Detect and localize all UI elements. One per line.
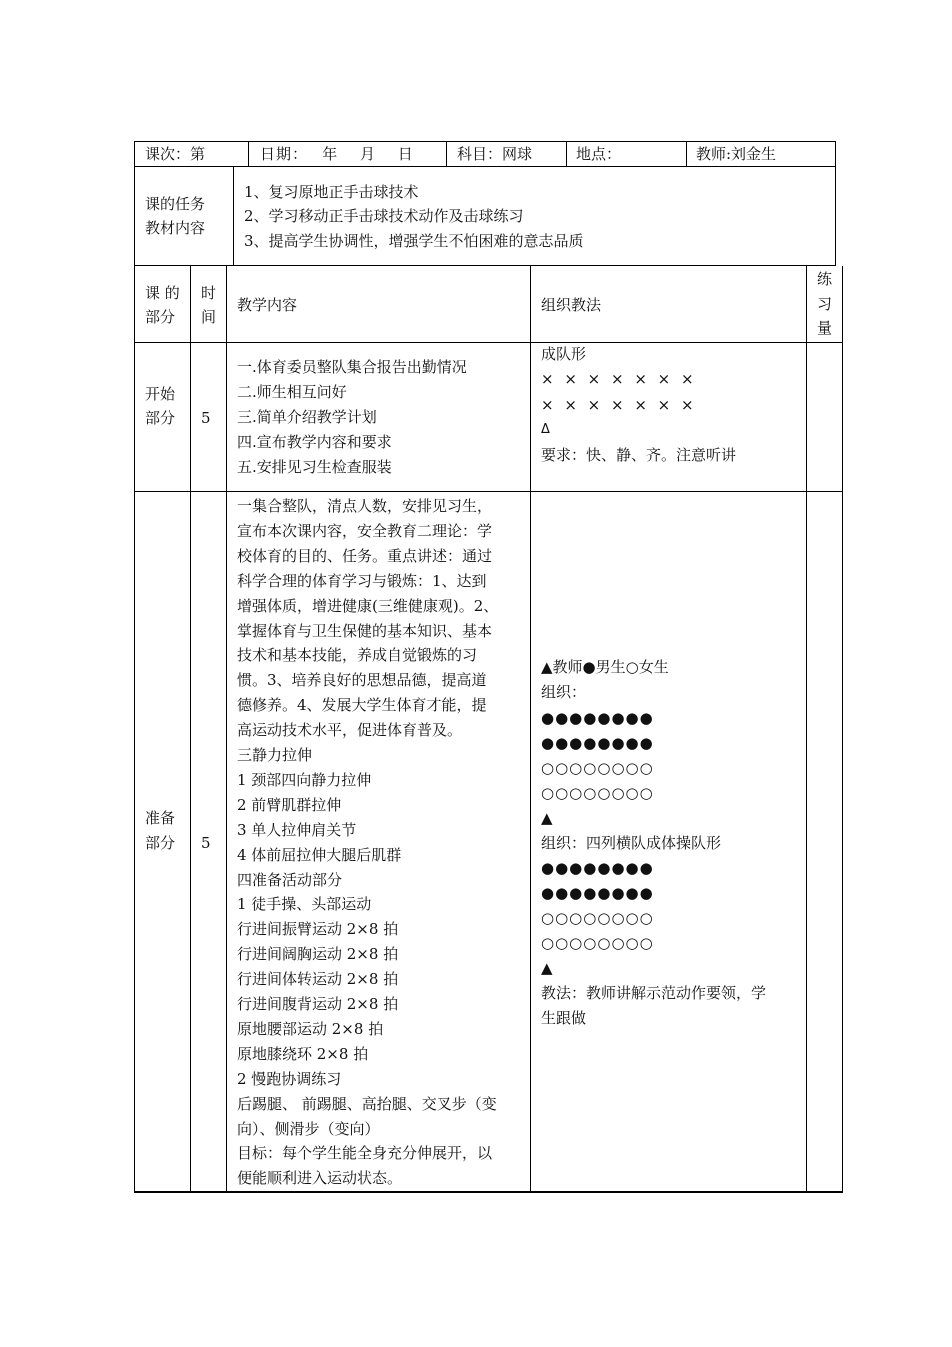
col-amount-line2: 习	[817, 295, 833, 313]
prep-content-line: 原地膝绕环 2×8 拍	[237, 1044, 369, 1063]
lesson-date: 日期： 年 月 日	[260, 145, 414, 163]
teacher-mark: Δ	[541, 422, 550, 437]
start-content-item: 三.简单介绍教学计划	[237, 408, 377, 426]
task-label-line2: 教材内容	[145, 219, 206, 237]
grid-line	[134, 141, 135, 266]
task-item: 2、学习移动正手击球技术动作及击球练习	[244, 207, 524, 225]
col-amount-line3: 量	[817, 319, 833, 337]
prep-content-line: 技术和基本技能，养成自觉锻炼的习	[237, 646, 478, 665]
prep-content-line: 惯。3、培养良好的思想品德，提高道	[237, 671, 487, 690]
lesson-number: 课次：第	[145, 145, 206, 163]
formation-row: ●●●●●●●●	[541, 859, 654, 877]
grid-line	[233, 166, 234, 266]
formation-row: ○○○○○○○○	[541, 759, 654, 777]
org-label: 组织：	[541, 683, 587, 701]
formation-row: ●●●●●●●●	[541, 884, 654, 902]
formation-row: ●●●●●●●●	[541, 709, 654, 727]
prep-content-line: 掌握体育与卫生保健的基本知识、基本	[237, 621, 493, 640]
prep-content-line: 2 前臂肌群拉伸	[237, 795, 342, 814]
lesson-location: 地点：	[576, 145, 622, 163]
grid-line	[446, 141, 447, 166]
lesson-teacher: 教师:刘金生	[696, 145, 777, 163]
formation-row: ○○○○○○○○	[541, 934, 654, 952]
prep-part-line2: 部分	[145, 834, 176, 852]
prep-content-line: 校体育的目的、任务。重点讲述：通过	[237, 546, 493, 565]
prep-content-line: 高运动技术水平，促进体育普及。	[237, 721, 463, 740]
teacher-mark: ▲	[541, 809, 554, 827]
start-content-item: 二.师生相互问好	[237, 383, 347, 401]
prep-content-line: 2 慢跑协调练习	[237, 1069, 342, 1088]
formation-row: × × × × × × ×	[541, 396, 697, 414]
grid-line	[530, 266, 531, 1192]
teacher-mark: ▲	[541, 959, 554, 977]
formation-row: ○○○○○○○○	[541, 784, 654, 802]
grid-line	[686, 141, 687, 166]
col-time-line2: 间	[201, 308, 217, 326]
prep-content-line: 三静力拉伸	[237, 746, 313, 764]
prep-content-line: 后踢腿、 前踢腿、高抬腿、交叉步（变	[237, 1094, 497, 1113]
grid-line	[134, 141, 836, 142]
start-time: 5	[201, 409, 211, 427]
prep-content-line: 1 颈部四向静力拉伸	[237, 770, 372, 789]
grid-line	[835, 141, 836, 266]
task-item: 1、复习原地正手击球技术	[244, 183, 419, 201]
prep-content-line: 4 体前屈拉伸大腿后肌群	[237, 845, 402, 864]
grid-line	[134, 1191, 843, 1193]
prep-content-line: 行进间阔胸运动 2×8 拍	[237, 945, 399, 964]
grid-line	[134, 265, 836, 266]
method-line: 教法：教师讲解示范动作要领，学	[541, 984, 767, 1002]
formation-row: × × × × × × ×	[541, 370, 697, 388]
col-amount-line1: 练	[817, 270, 833, 288]
prep-content-line: 行进间振臂运动 2×8 拍	[237, 920, 399, 939]
start-content-item: 五.安排见习生检查服装	[237, 458, 392, 476]
col-method: 组织教法	[541, 296, 602, 314]
col-content: 教学内容	[237, 296, 298, 314]
grid-line	[842, 266, 843, 1192]
grid-line	[248, 141, 249, 166]
col-part-line1: 课 的	[145, 284, 180, 302]
start-part-line2: 部分	[145, 409, 176, 427]
prep-content-line: 向）、侧滑步（变向）	[237, 1119, 380, 1138]
start-content-item: 一.体育委员整队集合报告出勤情况	[237, 358, 467, 376]
grid-line	[226, 266, 227, 1192]
prep-content-line: 1 徒手操、头部运动	[237, 895, 372, 914]
grid-line	[134, 491, 843, 492]
start-content-item: 四.宣布教学内容和要求	[237, 433, 392, 451]
col-time-line1: 时	[201, 284, 217, 302]
start-part-line1: 开始	[145, 385, 176, 403]
prep-content-line: 德修养。4、发展大学生体育才能，提	[237, 696, 487, 715]
prep-time: 5	[201, 834, 211, 852]
grid-line	[134, 342, 843, 343]
prep-content-line: 目标：每个学生能全身充分伸展开，以	[237, 1144, 493, 1163]
prep-content-line: 便能顺利进入运动状态。	[237, 1169, 403, 1188]
grid-line	[566, 141, 567, 166]
start-requirement: 要求：快、静、齐。注意听讲	[541, 446, 737, 464]
grid-line	[806, 266, 807, 1192]
prep-content-line: 四准备活动部分	[237, 870, 343, 889]
method-line: 生跟做	[541, 1009, 587, 1027]
prep-content-line: 行进间体转运动 2×8 拍	[237, 970, 399, 989]
grid-line	[190, 266, 191, 1192]
formation-row: ●●●●●●●●	[541, 734, 654, 752]
lesson-subject: 科目：网球	[457, 145, 533, 163]
grid-line	[134, 166, 836, 167]
prep-content-line: 增强体质，增进健康(三维健康观)。2、	[237, 596, 499, 615]
org-label: 组织：四列横队成体操队形	[541, 834, 722, 852]
legend: ▲教师●男生○女生	[541, 658, 669, 676]
col-part-line2: 部分	[145, 308, 176, 326]
prep-content-line: 科学合理的体育学习与锻炼：1、达到	[237, 571, 487, 590]
prep-content-line: 行进间腹背运动 2×8 拍	[237, 995, 399, 1013]
prep-part-line1: 准备	[145, 809, 176, 827]
start-method-title: 成队形	[541, 345, 587, 363]
prep-content-line: 一集合整队，清点人数，安排见习生，	[237, 497, 493, 515]
task-item: 3、提高学生协调性，增强学生不怕困难的意志品质	[244, 232, 584, 250]
prep-content-line: 原地腰部运动 2×8 拍	[237, 1019, 384, 1038]
prep-content-line: 宣布本次课内容，安全教育二理论：学	[237, 521, 493, 540]
grid-line	[134, 266, 135, 1192]
task-label-line1: 课的任务	[145, 195, 206, 213]
prep-content-line: 3 单人拉伸肩关节	[237, 820, 357, 839]
formation-row: ○○○○○○○○	[541, 909, 654, 927]
